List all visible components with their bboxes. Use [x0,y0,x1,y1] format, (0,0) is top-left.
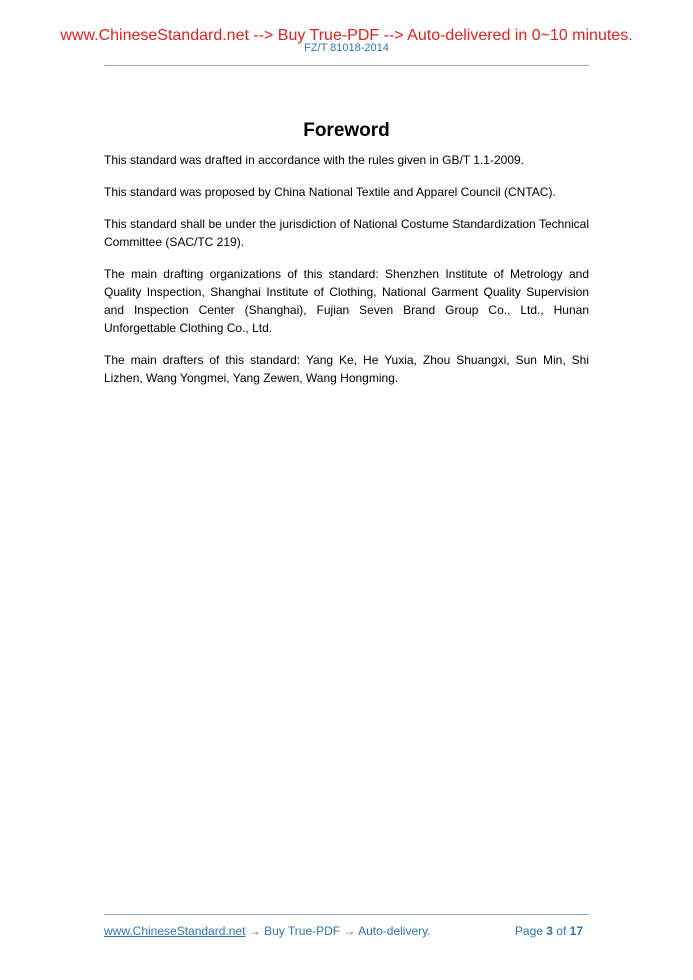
standard-code-header: FZ/T 81018-2014 [304,42,389,54]
document-body [104,151,589,401]
paragraph-drafters: The main drafters of this standard: Yang Ke, He Yuxia, Zhou Shuangxi, Sun Min, Shi Lizhen, Wang Yongmei, Yang Zewen, Wang Hongming. [104,353,589,385]
current-page-number: 3 [546,924,553,938]
footer-divider [104,914,589,915]
total-page-count: 17 [569,924,583,938]
footer-site-link[interactable]: www.ChineseStandard.net [104,924,246,938]
page-label: Page [514,924,547,938]
paragraph-jurisdiction: This standard shall be under the jurisdiction of National Costume Standardization Technical Committee (SAC/TC 219). [104,217,589,249]
footer-promo [104,924,431,938]
paragraph-proposer: This standard was proposed by China National Textile and Apparel Council (CNTAC). [104,185,556,199]
paragraph-drafting-organizations: The main drafting organizations of this standard: Shenzhen Institute of Metrology and Quality Inspection, Shanghai Institute of Clothing, National Garment Quality Supervision and Inspection Center (Shanghai), Fujian Seven Brand Group Co., Ltd., Hunan Unforgettable Clothing Co., Ltd. [104,267,589,335]
promo-banner[interactable]: www.ChineseStandard.net --> Buy True-PDF --> Auto-delivered in 0~10 minutes. [60,27,633,44]
footer-tagline: → Buy True-PDF → Auto-delivery. [245,924,431,938]
page-number [515,924,583,938]
page-title: Foreword [303,119,390,141]
header-divider [104,65,589,66]
paragraph-drafting-rules: This standard was drafted in accordance with the rules given in GB/T 1.1-2009. [104,153,525,167]
page-of-label: of [552,924,570,938]
